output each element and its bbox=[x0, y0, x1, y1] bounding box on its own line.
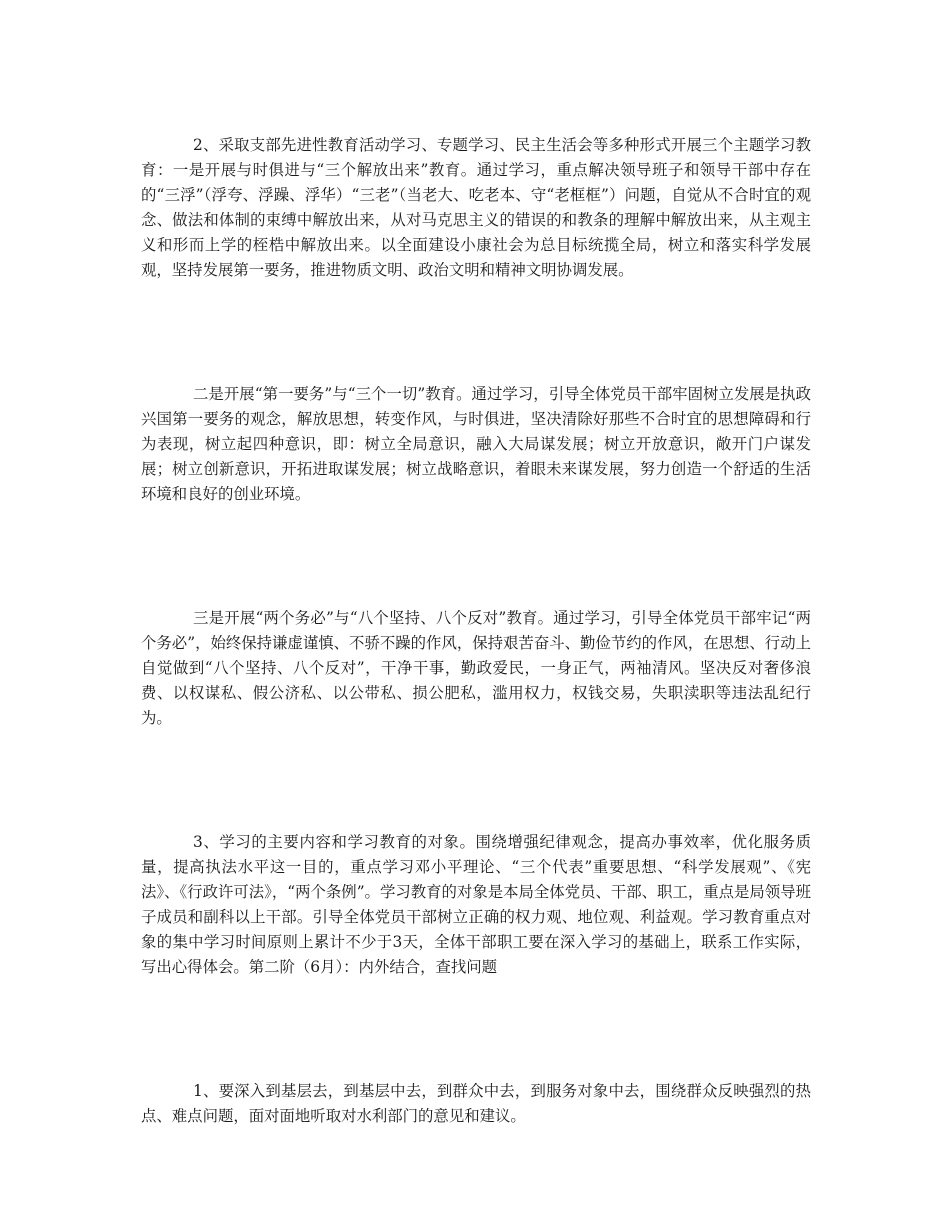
paragraph-5: 1、要深入到基层去，到基层中去，到群众中去，到服务对象中去，围绕群众反映强烈的热点、难点问题，面对面地听取对水利部门的意见和建议。 bbox=[141, 1082, 811, 1125]
paragraph-4: 3、学习的主要内容和学习教育的对象。围绕增强纪律观念，提高办事效率，优化服务质量，提高执法水平这一目的，重点学习邓小平理论、“三个代表”重要思想、“科学发展观”、《宪法》、《行政许可法》，“两个条例”。学习教育的对象是本局全体党员、干部、职工，重点是局领导班子成员和副科以上干部。引导全体党员干部树立正确的权力观、地位观、利益观。学习教育重点对象的集中学习时间原则上累计不少于3天，全体干部职工要在深入学习的基础上，联系工作实际，写出心得体会。第二阶（6月）：内外结合，查找问题 bbox=[141, 833, 811, 976]
paragraph-3: 三是开展“两个务必”与“八个坚持、八个反对”教育。通过学习，引导全体党员干部牢记“两个务必”，始终保持谦虚谨慎、不骄不躁的作风，保持艰苦奋斗、勤俭节约的作风，在思想、行动上自觉做到“八个坚持、八个反对”，干净干事，勤政爱民，一身正气，两袖清风。坚决反对奢侈浪费、以权谋私、假公济私、以公带私、损公肥私，滥用权力，权钱交易，失职渎职等违法乱纪行为。 bbox=[141, 609, 811, 727]
document-body bbox=[141, 133, 811, 1129]
paragraph-1: 2、采取支部先进性教育活动学习、专题学习、民主生活会等多种形式开展三个主题学习教育：一是开展与时俱进与“三个解放出来”教育。通过学习，重点解决领导班子和领导干部中存在的“三浮”（浮夸、浮躁、浮华）“三老”（当老大、吃老本、守“老框框”）问题，自觉从不合时宜的观念、做法和体制的束缚中解放出来，从对马克思主义的错误的和教条的理解中解放出来，从主观主义和形而上学的桎梏中解放出来。以全面建设小康社会为总目标统揽全局，树立和落实科学发展观，坚持发展第一要务，推进物质文明、政治文明和精神文明协调发展。 bbox=[141, 136, 811, 279]
paragraph-2: 二是开展“第一要务”与“三个一切”教育。通过学习，引导全体党员干部牢固树立发展是执政兴国第一要务的观念，解放思想，转变作风，与时俱进，坚决清除好那些不合时宜的思想障碍和行为表现，树立起四种意识，即：树立全局意识，融入大局谋发展；树立开放意识，敞开门户谋发展；树立创新意识，开拓进取谋发展；树立战略意识，着眼未来谋发展，努力创造一个舒适的生活环境和良好的创业环境。 bbox=[141, 385, 811, 503]
